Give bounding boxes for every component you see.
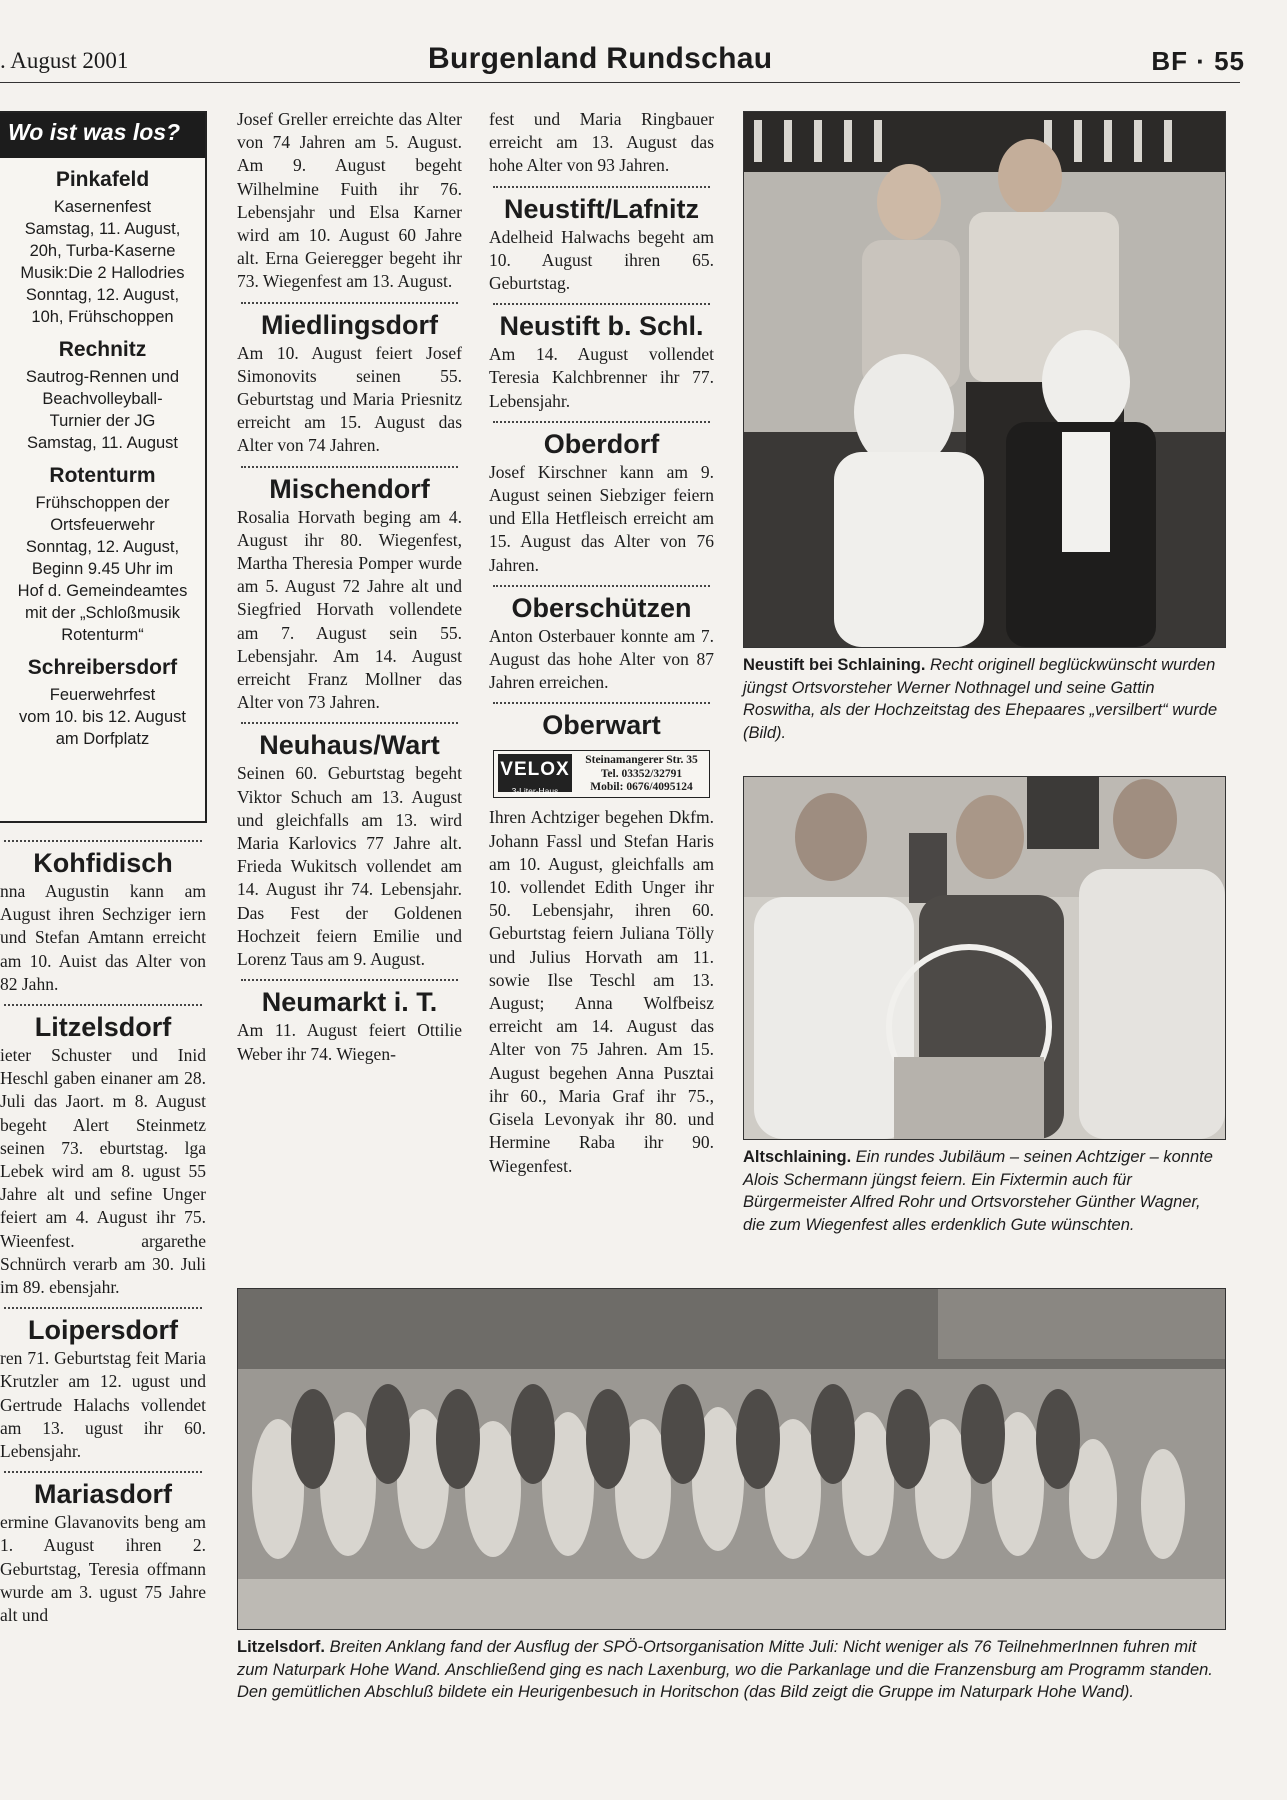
photo-group-excursion — [237, 1288, 1226, 1630]
photo-wedding-anniversary-image — [744, 112, 1225, 647]
town-name: Rechnitz — [58, 338, 147, 361]
ad-contact — [578, 754, 705, 795]
divider — [4, 840, 202, 842]
caption-text: Breiten Anklang fand der Ausflug der SPÖ-Ortsorganisation Mitte Juli: Nicht weniger als 76 TeilnehmerInnen fuhren mit zum Naturpark Hohe Wand. Anschließend ging es nach Laxenburg, wo die Parkanlage und die Franzensburg am Programm standen. Den gemütlichen Abschluß bildete ein Heurigenbesuch in Horitschon (das Bild zeigt die Gruppe im Naturpark Hohe Wand). — [237, 1638, 1213, 1701]
photo-wedding-anniversary — [743, 111, 1226, 648]
divider — [241, 466, 458, 468]
section-text: Adelheid Halwachs begeht am 10. August ihren 65. Geburtstag. — [489, 226, 714, 294]
divider — [493, 421, 710, 423]
section-text: Anton Osterbauer konnte am 7. August das hohe Alter von 87 Jahren erreichen. — [489, 625, 714, 693]
section-title: Neustift/Lafnitz — [504, 193, 699, 224]
page-number: BF · 55 — [1151, 46, 1245, 76]
section-text: Seinen 60. Geburtstag begeht Viktor Schuch am 13. August und gleichfalls am 13. wird Maria Karlovics 77 Jahre alt. Frieda Wukitsch vollendet am 14. August ihr 74. Lebensjahr. Das Fest der Goldenen Hochzeit feiern Emilie und Lorenz Taus am 9. August. — [237, 763, 462, 970]
town-name: Schreibersdorf — [27, 656, 178, 679]
section-text: Josef Kirschner kann am 9. August seinen Siebziger feiern und Ella Hetfleisch erreicht am 15. August das Alter von 76 Jahren. — [489, 461, 714, 575]
ad-brand: VELOX — [500, 759, 570, 781]
section-text: Am 10. August feiert Josef Simonovits seinen 55. Geburtstag und Maria Priesnitz erreicht am 15. August das Alter von 74 Jahren. — [237, 342, 462, 456]
caption-wedding-anniversary — [743, 654, 1227, 744]
events-town — [0, 168, 205, 328]
photo-birthday-celebration — [743, 776, 1226, 1140]
velox-logo — [498, 754, 572, 797]
section-title: Litzelsdorf — [34, 1012, 172, 1043]
section-text: Josef Greller erreichte das Alter von 74 Jahren am 5. August. Am 9. August begeht Wilhelmine Fuith ihr 76. Lebensjahr und Elsa Karner wird am 10. August 60 Jahre alt. Erna Geieregger begeht ihr 73. Wiegenfest am 13. August. — [237, 109, 462, 292]
events-town — [0, 338, 205, 454]
divider — [241, 302, 458, 304]
caption-lead: Litzelsdorf. — [237, 1638, 326, 1656]
events-town — [0, 656, 205, 750]
caption-group-excursion — [237, 1636, 1227, 1704]
caption-text: Recht originell beglückwünscht wurden jüngst Ortsvorsteher Werner Nothnagel und seine Gattin Roswitha, als der Hochzeitstag des Ehepaares „versilbert“ wurde (Bild). — [743, 656, 1218, 742]
column-1 — [0, 832, 206, 1627]
caption-text: Ein rundes Jubiläum – seinen Achtziger – konnte Alois Schermann jüngst feiern. Ein Fixtermin auch für Bürgermeister Alfred Rohr und Ortsvorsteher Günther Wagner, die zum Wiegenfest alles erdenklich Gute wünschten. — [743, 1148, 1213, 1234]
section-title: Mischendorf — [269, 473, 430, 504]
events-box-title: Wo ist was los? — [0, 113, 205, 158]
section-title: Neumarkt i. T. — [261, 987, 438, 1018]
column-2 — [237, 108, 462, 1066]
events-town — [0, 464, 205, 646]
section-text: ermine Glavanovits beng am 1. August ihren 2. Geburtstag, Teresia offmann wurde am 3. ugust 75 Jahre alt und — [0, 1512, 206, 1626]
section-title: Neuhaus/Wart — [259, 730, 440, 761]
photo-group-excursion-image — [238, 1289, 1225, 1629]
divider — [4, 1307, 202, 1309]
photo-birthday-celebration-image — [744, 777, 1225, 1139]
section-text: ieter Schuster und Inid Heschl gaben einaner am 28. Juli das Jaort. m 8. August begeht Alert Steinmetz seinen 73. eburtstag. lga Lebek wird am 8. ugust 55 Jahre alt und sefine Unger feiert am 4. August ihr 75. Wieenfest. argarethe Schnürch verarb am 30. Juli im 89. ebensjahr. — [0, 1045, 206, 1298]
section-text: fest und Maria Ringbauer erreicht am 13. August das hohe Alter von 93 Jahren. — [489, 109, 714, 176]
divider — [493, 585, 710, 587]
section-text: Ihren Achtziger begehen Dkfm. Johann Fassl und Stefan Haris am 10. August, gleichfalls am 10. vollendet Edith Unger ihr 50. Lebensjahr, ihren 60. Geburtstag feiern Juliana Tölly und Julius Horvath am 11. sowie Ilse Teschl am 13. August; Anna Wolfbeisz erreicht am 14. August das Alter von 75 Jahren. Am 15. August begehen Anna Pusztai ihr 60., Maria Graf ihr 75., Gisela Levonyak ihr 80. und Hermine Raba ihr 90. Wiegenfest. — [489, 807, 714, 1176]
ad-mobile: Mobil: 0676/4095124 — [590, 781, 693, 794]
divider — [241, 722, 458, 724]
section-title: Oberwart — [542, 710, 661, 741]
column-3 — [489, 108, 714, 1178]
divider — [493, 186, 710, 188]
header-rule — [0, 82, 1240, 83]
section-title: Loipersdorf — [27, 1315, 178, 1346]
section-text: nna Augustin kann am August ihren Sechziger iern und Stefan Amtann erreicht am 10. Auist das Alter von 82 Jahn. — [0, 881, 206, 994]
divider — [241, 979, 458, 981]
events-box — [0, 111, 207, 823]
ad-phone: Tel. 03352/32791 — [600, 767, 683, 780]
section-text: ren 71. Geburtstag feit Maria Krutzler am 12. ugust und Gertrude Halachs vollendet am 13. ugust ihr 60. Lebensjahr. — [0, 1348, 206, 1462]
town-events: Kasernenfest Samstag, 11. August, 20h, Turba-Kaserne Musik:Die 2 Hallodries Sonntag, 12. August, 10h, Frühschoppen — [20, 198, 185, 326]
section-text: Am 14. August vollendet Teresia Kalchbrenner ihr 77. Lebensjahr. — [489, 344, 714, 411]
caption-lead: Altschlaining. — [743, 1148, 852, 1166]
town-events: Sautrog-Rennen und Beachvolleyball- Turnier der JG Samstag, 11. August — [25, 368, 180, 452]
section-title: Oberschützen — [511, 592, 692, 623]
town-name: Rotenturm — [49, 464, 156, 487]
section-title: Miedlingsdorf — [261, 309, 438, 340]
velox-advertisement — [493, 750, 710, 798]
section-title: Kohfidisch — [33, 848, 173, 878]
section-text: Rosalia Horvath beging am 4. August ihr 80. Wiegenfest, Martha Theresia Pomper wurde am 5. August 72 Jahre alt und Siegfried Horvath vollendete am 7. August sein 55. Lebensjahr. Am 14. August erreicht Franz Mollner das Alter von 73 Jahren. — [237, 506, 462, 713]
divider — [4, 1004, 202, 1006]
newspaper-title: Burgenland Rundschau — [428, 42, 773, 75]
section-title: Neustift b. Schl. — [499, 311, 704, 342]
town-events: Feuerwehrfest vom 10. bis 12. August am Dorfplatz — [19, 686, 186, 748]
divider — [493, 303, 710, 305]
section-text: Am 11. August feiert Ottilie Weber ihr 74. Wiegen- — [237, 1020, 462, 1064]
caption-birthday-celebration — [743, 1146, 1227, 1236]
issue-date: . August 2001 — [0, 48, 129, 73]
section-title: Mariasdorf — [33, 1479, 173, 1510]
caption-lead: Neustift bei Schlaining. — [743, 656, 926, 674]
divider — [493, 702, 710, 704]
town-name: Pinkafeld — [55, 168, 150, 191]
ad-address: Steinamangerer Str. 35 — [585, 754, 698, 767]
ad-subtitle: 3-Liter-Haus — [511, 786, 559, 797]
section-title: Oberdorf — [543, 428, 660, 459]
town-events: Frühschoppen der Ortsfeuerwehr Sonntag, 12. August, Beginn 9.45 Uhr im Hof d. Gemeindeamtes mit der „Schloßmusik Rotenturm“ — [17, 494, 188, 644]
divider — [4, 1471, 202, 1473]
